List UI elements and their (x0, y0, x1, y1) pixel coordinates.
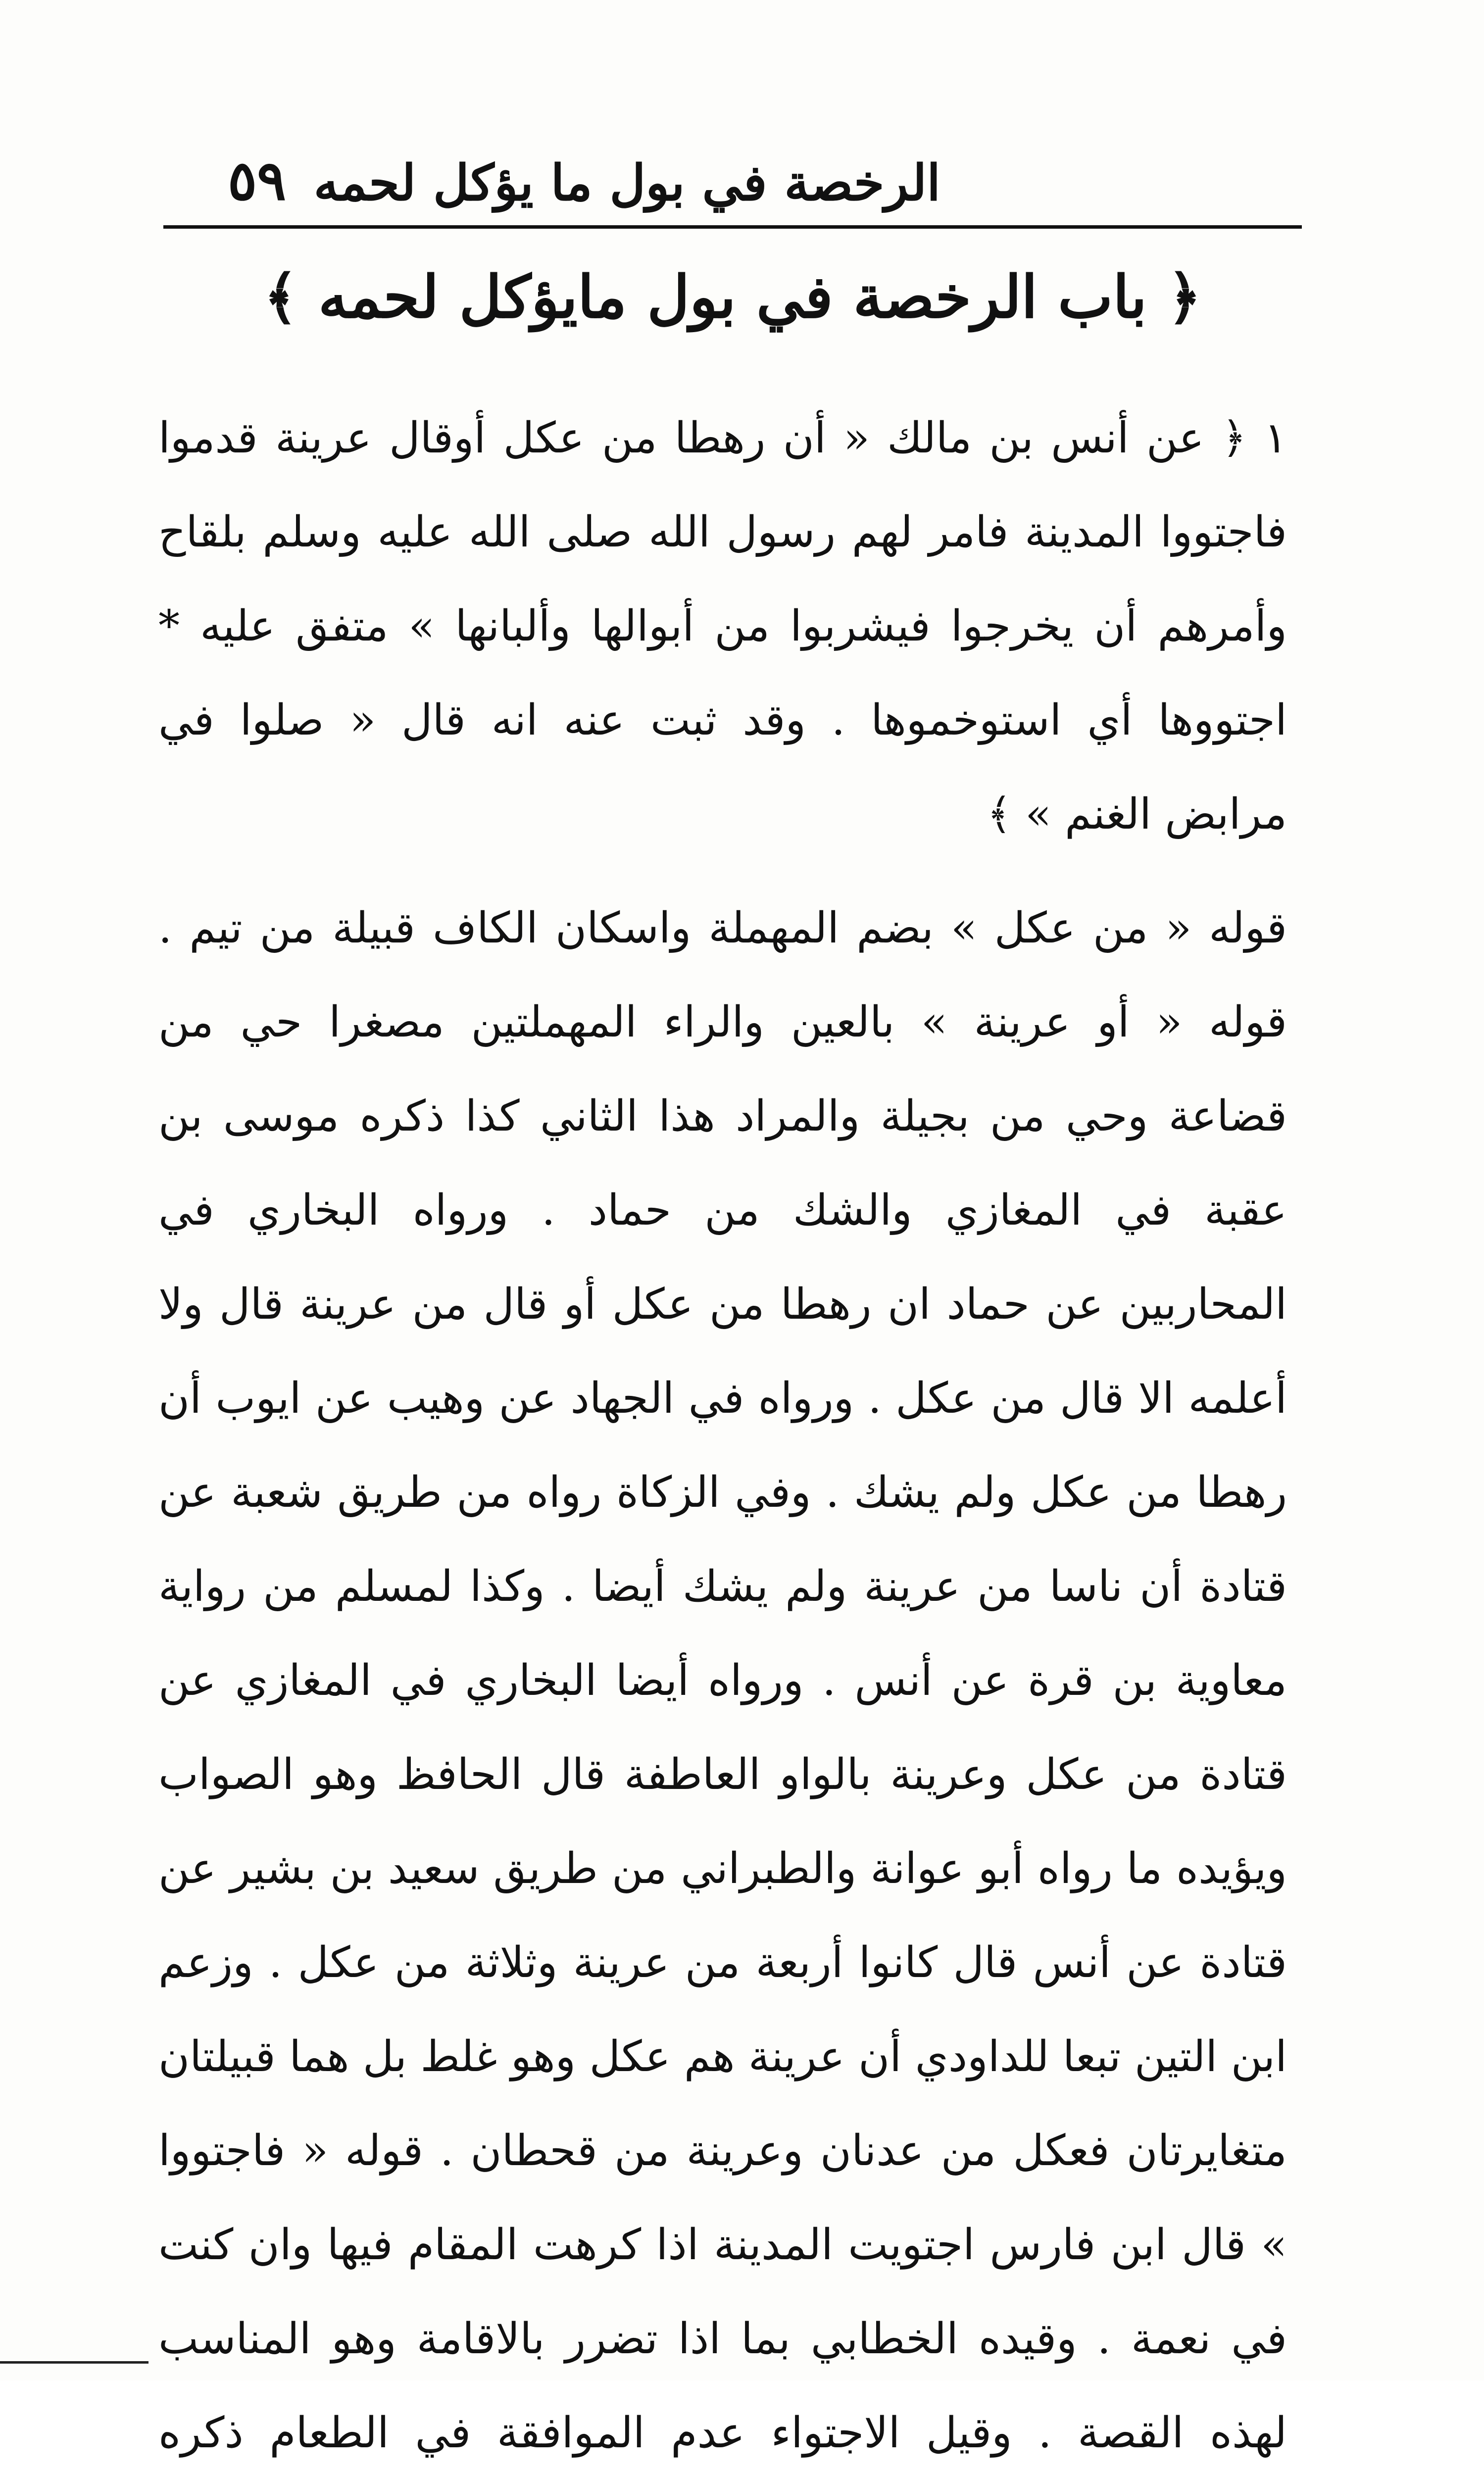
hadith-paragraph (158, 391, 1287, 861)
chapter-heading: ﴿ باب الرخصة في بول مايؤكل لحمه ﴾ (263, 262, 1202, 331)
hadith-text: ﴿ عن أنس بن مالك « أن رهطا من عكل أوقال عرينة قدموا فاجتووا المدينة فامر لهم رسول الله صلى الله عليه وسلم بلقاح وأمرهم أن يخرجوا فيشربوا من أبوالها وألبانها » متفق عليه * اجتووها أي استوخموها . وقد ثبت عنه انه قال « صلوا في مرابض الغنم » ﴾ (158, 413, 1287, 839)
page-number: ٥٩ (228, 148, 287, 212)
header-rule (163, 225, 1302, 229)
running-title: الرخصة في بول ما يؤكل لحمه (313, 153, 940, 212)
body-text (158, 391, 1287, 2475)
footer-rule (0, 2361, 148, 2364)
running-head (163, 124, 1287, 223)
commentary-paragraph: قوله « من عكل » بضم المهملة واسكان الكاف قبيلة من تيم . قوله « أو عرينة » بالعين والراء المهملتين مصغرا حي من قضاعة وحي من بجيلة والمراد هذا الثاني كذا ذكره موسى بن عقبة في المغازي والشك من حماد . ورواه البخاري في المحاربين عن حماد ان رهطا من عكل أو قال من عرينة قال ولا أعلمه الا قال من عكل . ورواه في الجهاد عن وهيب عن ايوب أن رهطا من عكل ولم يشك . وفي الزكاة رواه من طريق شعبة عن قتادة أن ناسا من عرينة ولم يشك أيضا . وكذا لمسلم من رواية معاوية بن قرة عن أنس . ورواه أيضا البخاري في المغازي عن قتادة من عكل وعرينة بالواو العاطفة قال الحافظ وهو الصواب ويؤيده ما رواه أبو عوانة والطبراني من طريق سعيد بن بشير عن قتادة عن أنس قال كانوا أربعة من عرينة وثلاثة من عكل . وزعم ابن التين تبعا للداودي أن عرينة هم عكل وهو غلط بل هما قبيلتان متغايرتان فعكل من عدنان وعرينة من قحطان . قوله « فاجتووا » قال ابن فارس اجتويت المدينة اذا كرهت المقام فيها وان كنت في نعمة . وقيده الخطابي بما اذا تضرر بالاقامة وهو المناسب لهذه القصة . وقيل الاجتواء عدم الموافقة في الطعام ذكره (158, 903, 1287, 2458)
hadith-number: ١ (1264, 413, 1287, 463)
